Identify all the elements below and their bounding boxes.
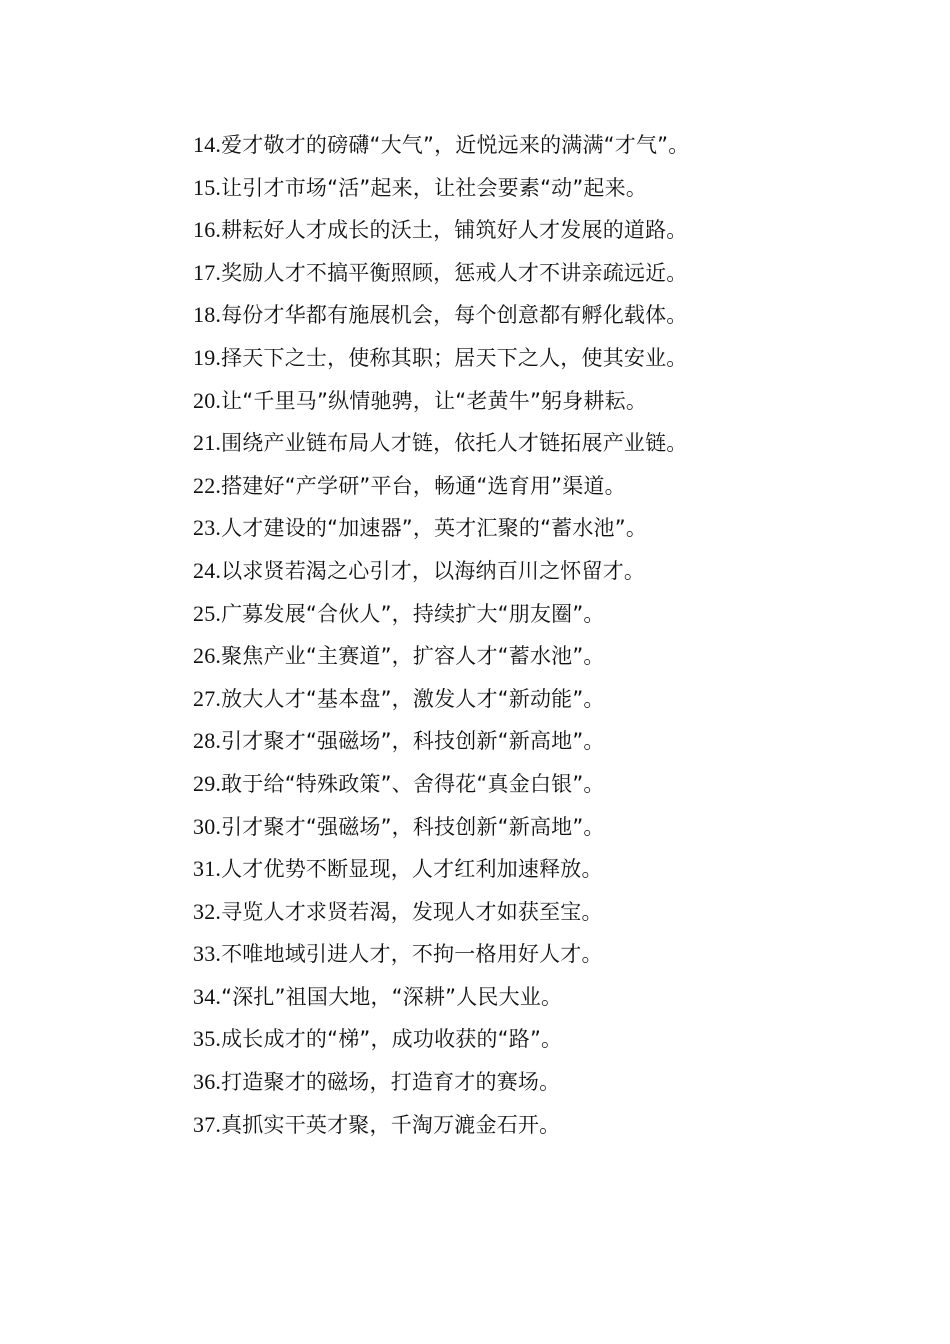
- item-text: 人才建设的“加速器”，英才汇聚的“蓄水池”。: [221, 516, 648, 541]
- item-number: 37.: [193, 1111, 222, 1137]
- item-number: 20.: [193, 387, 222, 413]
- item-text: 放大人才“基本盘”，激发人才“新动能”。: [221, 686, 605, 711]
- list-item: [193, 294, 913, 337]
- list-item: [193, 1018, 913, 1061]
- item-number: 29.: [193, 770, 222, 796]
- list-item: [193, 593, 913, 636]
- list-item: [193, 933, 913, 976]
- item-text: 打造聚才的磁场，打造育才的赛场。: [221, 1070, 561, 1095]
- list-item: [193, 1104, 913, 1147]
- list-item: [193, 720, 913, 763]
- item-number: 17.: [193, 259, 222, 285]
- item-text: 爱才敬才的磅礴“大气”，近悦远来的满满“才气”。: [221, 133, 690, 157]
- item-text: “深扎”祖国大地，“深耕”人民大业。: [221, 984, 563, 1009]
- item-number: 24.: [193, 557, 222, 583]
- list-item: [193, 806, 913, 849]
- item-number: 35.: [193, 1026, 222, 1052]
- item-number: 14.: [193, 132, 222, 157]
- list-item: [193, 1061, 913, 1104]
- item-text: 真抓实干英才聚，千淘万漉金石开。: [221, 1112, 561, 1137]
- list-item: [193, 635, 913, 678]
- list-item: [193, 465, 913, 508]
- list-item: [193, 167, 913, 210]
- item-number: 27.: [193, 685, 222, 711]
- list-item: [193, 252, 913, 295]
- item-text: 以求贤若渴之心引才，以海纳百川之怀留才。: [221, 558, 646, 583]
- item-number: 34.: [193, 983, 222, 1009]
- list-item: [193, 124, 913, 167]
- list-item: [193, 550, 913, 593]
- item-text: 不唯地域引进人才，不拘一格用好人才。: [221, 942, 603, 967]
- item-number: 26.: [193, 643, 222, 669]
- item-number: 30.: [193, 813, 222, 839]
- item-text: 广募发展“合伙人”，持续扩大“朋友圈”。: [221, 601, 605, 626]
- item-number: 18.: [193, 302, 222, 328]
- item-text: 每份才华都有施展机会，每个创意都有孵化载体。: [221, 303, 688, 328]
- item-text: 引才聚才“强磁场”，科技创新“新高地”。: [221, 814, 605, 839]
- slogan-list: [193, 124, 913, 1146]
- list-item: [193, 763, 913, 806]
- item-text: 择天下之士，使称其职；居天下之人，使其安业。: [221, 345, 688, 370]
- item-number: 25.: [193, 600, 222, 626]
- list-item: [193, 976, 913, 1019]
- item-number: 15.: [193, 174, 222, 200]
- item-number: 36.: [193, 1069, 222, 1095]
- item-text: 引才聚才“强磁场”，科技创新“新高地”。: [221, 729, 605, 754]
- list-item: [193, 678, 913, 721]
- item-number: 22.: [193, 472, 222, 498]
- list-item: [193, 891, 913, 934]
- item-number: 28.: [193, 728, 222, 754]
- item-number: 33.: [193, 941, 222, 967]
- list-item: [193, 337, 913, 380]
- list-item: [193, 380, 913, 423]
- list-item: [193, 848, 913, 891]
- item-text: 聚焦产业“主赛道”，扩容人才“蓄水池”。: [221, 644, 605, 669]
- item-number: 19.: [193, 344, 222, 370]
- item-text: 让引才市场“活”起来，让社会要素“动”起来。: [221, 175, 648, 200]
- list-item: [193, 209, 913, 252]
- item-text: 让“千里马”纵情驰骋，让“老黄牛”躬身耕耘。: [221, 388, 648, 413]
- item-number: 32.: [193, 898, 222, 924]
- item-text: 人才优势不断显现，人才红利加速释放。: [221, 857, 603, 882]
- item-number: 23.: [193, 515, 222, 541]
- item-text: 耕耘好人才成长的沃土，铺筑好人才发展的道路。: [221, 218, 688, 243]
- list-item: [193, 507, 913, 550]
- item-number: 31.: [193, 856, 222, 882]
- item-number: 16.: [193, 217, 222, 243]
- item-text: 奖励人才不搞平衡照顾，惩戒人才不讲亲疏远近。: [221, 260, 688, 285]
- item-text: 成长成才的“梯”，成功收获的“路”。: [221, 1027, 563, 1052]
- item-text: 寻览人才求贤若渴，发现人才如获至宝。: [221, 899, 603, 924]
- item-number: 21.: [193, 430, 222, 456]
- item-text: 敢于给“特殊政策”、舍得花“真金白银”。: [221, 771, 605, 796]
- item-text: 搭建好“产学研”平台，畅通“选育用”渠道。: [221, 473, 626, 498]
- item-text: 围绕产业链布局人才链，依托人才链拓展产业链。: [221, 431, 688, 456]
- list-item: [193, 422, 913, 465]
